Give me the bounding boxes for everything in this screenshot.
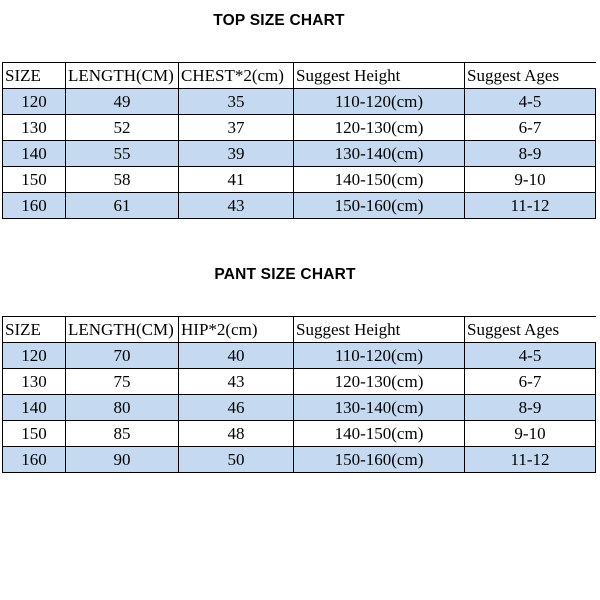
table-cell: 61 (66, 193, 179, 219)
table-cell: 9-10 (465, 167, 596, 193)
table-row (3, 395, 596, 421)
table-cell: 70 (66, 343, 179, 369)
header-cell-length: LENGTH(CM) (66, 63, 179, 89)
table-row (3, 343, 596, 369)
table-cell: 120-130(cm) (294, 115, 465, 141)
table-cell: 6-7 (465, 115, 596, 141)
header-cell-size: SIZE (3, 317, 66, 343)
table-cell: 4-5 (465, 89, 596, 115)
header-cell-size: SIZE (3, 63, 66, 89)
table-cell: 110-120(cm) (294, 89, 465, 115)
table-cell: 120 (3, 89, 66, 115)
table-cell: 150 (3, 421, 66, 447)
table-cell: 11-12 (465, 447, 596, 473)
table-cell: 46 (179, 395, 294, 421)
table-row (3, 115, 596, 141)
header-cell-ages: Suggest Ages (465, 317, 596, 343)
top-size-table (2, 62, 596, 219)
table-cell: 4-5 (465, 343, 596, 369)
pant-size-chart-title: PANT SIZE CHART (214, 266, 356, 283)
table-cell: 120-130(cm) (294, 369, 465, 395)
table-row (3, 193, 596, 219)
table-cell: 6-7 (465, 369, 596, 395)
table-row (3, 421, 596, 447)
table-cell: 41 (179, 167, 294, 193)
table-row (3, 141, 596, 167)
table-cell: 58 (66, 167, 179, 193)
table-header-row (3, 63, 596, 89)
table-cell: 49 (66, 89, 179, 115)
table-cell: 11-12 (465, 193, 596, 219)
table-cell: 8-9 (465, 141, 596, 167)
table-cell: 140 (3, 395, 66, 421)
table-cell: 85 (66, 421, 179, 447)
table-cell: 90 (66, 447, 179, 473)
table-row (3, 89, 596, 115)
table-row (3, 369, 596, 395)
table-cell: 80 (66, 395, 179, 421)
table-cell: 150-160(cm) (294, 193, 465, 219)
table-cell: 48 (179, 421, 294, 447)
table-cell: 43 (179, 369, 294, 395)
table-row (3, 447, 596, 473)
table-cell: 150-160(cm) (294, 447, 465, 473)
table-cell: 160 (3, 193, 66, 219)
table-cell: 55 (66, 141, 179, 167)
table-header-row (3, 317, 596, 343)
table-cell: 110-120(cm) (294, 343, 465, 369)
table-cell: 140-150(cm) (294, 421, 465, 447)
table-cell: 130 (3, 369, 66, 395)
table-cell: 140-150(cm) (294, 167, 465, 193)
table-cell: 35 (179, 89, 294, 115)
table-cell: 130-140(cm) (294, 141, 465, 167)
table-cell: 52 (66, 115, 179, 141)
pant-size-table (2, 316, 596, 473)
table-cell: 130-140(cm) (294, 395, 465, 421)
table-cell: 130 (3, 115, 66, 141)
header-cell-ages: Suggest Ages (465, 63, 596, 89)
table-cell: 140 (3, 141, 66, 167)
table-cell: 150 (3, 167, 66, 193)
header-cell-height: Suggest Height (294, 317, 465, 343)
table-cell: 37 (179, 115, 294, 141)
table-cell: 75 (66, 369, 179, 395)
table-cell: 43 (179, 193, 294, 219)
table-cell: 39 (179, 141, 294, 167)
table-cell: 8-9 (465, 395, 596, 421)
table-cell: 40 (179, 343, 294, 369)
table-cell: 120 (3, 343, 66, 369)
top-size-chart-title: TOP SIZE CHART (213, 12, 345, 29)
header-cell-height: Suggest Height (294, 63, 465, 89)
table-cell: 160 (3, 447, 66, 473)
header-cell-length: LENGTH(CM) (66, 317, 179, 343)
header-cell-hip: HIP*2(cm) (179, 317, 294, 343)
table-cell: 50 (179, 447, 294, 473)
header-cell-chest: CHEST*2(cm) (179, 63, 294, 89)
table-row (3, 167, 596, 193)
table-cell: 9-10 (465, 421, 596, 447)
